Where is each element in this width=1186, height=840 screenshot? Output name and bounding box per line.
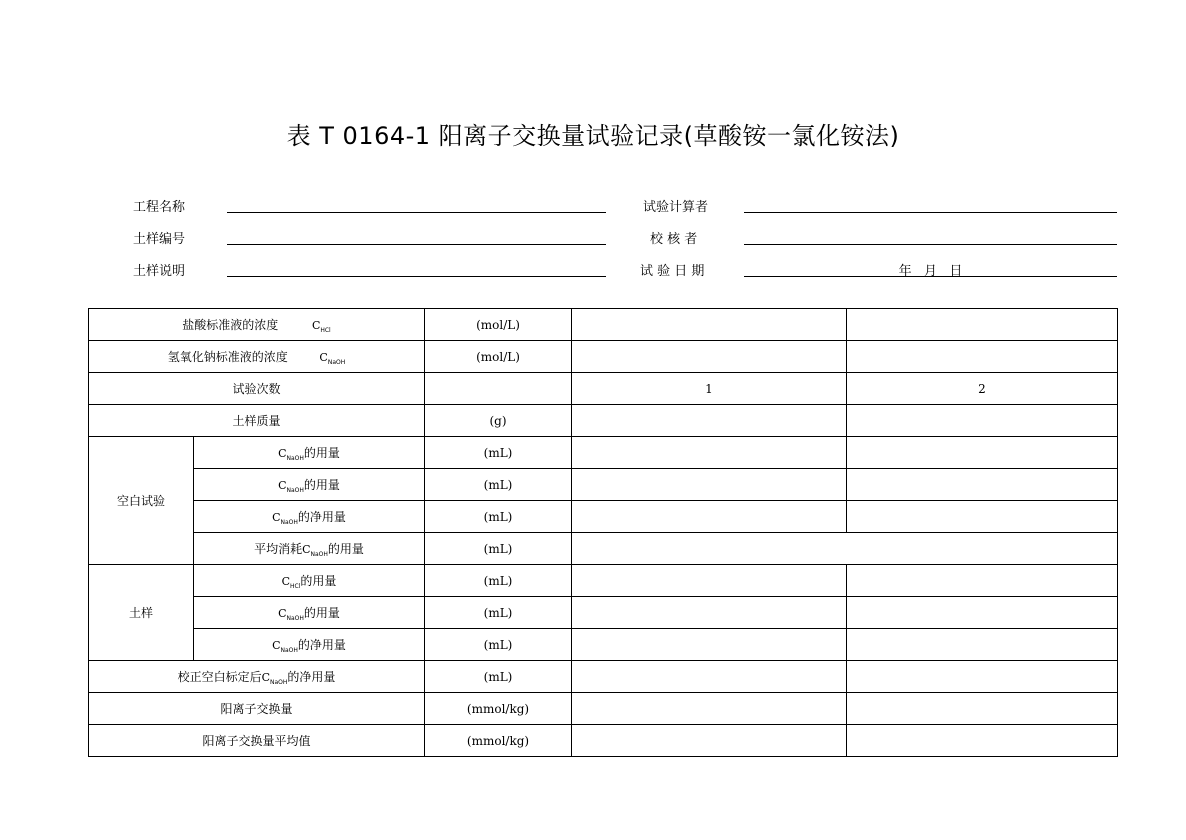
value-cell[interactable]	[847, 597, 1118, 629]
value-cell[interactable]	[847, 309, 1118, 341]
value-cell[interactable]	[847, 629, 1118, 661]
naoh-subscript: NaOH	[280, 646, 298, 654]
naoh-subscript: NaOH	[280, 518, 298, 526]
c-symbol: C	[278, 478, 287, 492]
unit-cell: (mL)	[425, 565, 572, 597]
naoh-subscript: NaOH	[286, 486, 304, 494]
table-row	[89, 693, 1118, 725]
table-row	[89, 725, 1118, 757]
value-cell[interactable]	[847, 661, 1118, 693]
trial-1-header: 1	[572, 373, 847, 405]
value-cell[interactable]	[572, 533, 1118, 565]
table-row	[89, 629, 1118, 661]
hcl-subscript: HCl	[320, 326, 331, 334]
net-used-amount-label: 的净用量	[287, 669, 336, 684]
test-count-label: 试验次数	[89, 373, 425, 405]
value-cell[interactable]	[572, 661, 847, 693]
record-table	[88, 308, 1118, 757]
c-symbol: C	[281, 574, 291, 588]
soil-hcl-used-cell	[194, 565, 425, 597]
blank-avg-cell	[194, 533, 425, 565]
hcl-symbol: C	[311, 318, 321, 332]
table-row	[89, 469, 1118, 501]
value-cell[interactable]	[847, 469, 1118, 501]
table-row	[89, 501, 1118, 533]
corrected-prefix-label: 校正空白标定后	[177, 669, 262, 684]
blank-group-label: 空白试验	[89, 437, 194, 565]
unit-cell: (mL)	[425, 437, 572, 469]
table-row	[89, 661, 1118, 693]
c-symbol: C	[302, 542, 311, 556]
naoh-conc-cell	[89, 341, 425, 373]
soil-mass-label: 土样质量	[89, 405, 425, 437]
table-row	[89, 341, 1118, 373]
value-cell[interactable]	[572, 437, 847, 469]
net-used-amount-label: 的净用量	[297, 637, 346, 652]
corrected-net-cell	[89, 661, 425, 693]
hcl-conc-label: 盐酸标准液的浓度	[182, 317, 279, 332]
c-symbol: C	[272, 638, 281, 652]
used-amount-label: 的用量	[303, 477, 340, 492]
naoh-subscript: NaOH	[310, 550, 328, 558]
sample-no-label: 土样编号	[133, 232, 186, 247]
value-cell[interactable]	[572, 341, 847, 373]
unit-cell: (mol/L)	[425, 341, 572, 373]
unit-cell: (mmol/kg)	[425, 693, 572, 725]
unit-cell: (mL)	[425, 597, 572, 629]
checker-field[interactable]	[744, 230, 1117, 245]
blank-naoh-used-cell	[194, 437, 425, 469]
unit-cell: (mL)	[425, 501, 572, 533]
table-row	[89, 373, 1118, 405]
naoh-conc-label: 氢氧化钠标准液的浓度	[167, 349, 288, 364]
cation-exchange-avg-label: 阳离子交换量平均值	[89, 725, 425, 757]
cation-exchange-label: 阳离子交换量	[89, 693, 425, 725]
unit-cell: (mL)	[425, 629, 572, 661]
unit-cell: (mol/L)	[425, 309, 572, 341]
used-amount-label: 的用量	[327, 541, 364, 556]
sample-desc-label: 土样说明	[133, 264, 186, 279]
naoh-subscript: NaOH	[286, 614, 304, 622]
c-symbol: C	[278, 606, 287, 620]
unit-cell: (mmol/kg)	[425, 725, 572, 757]
value-cell[interactable]	[572, 693, 847, 725]
value-cell[interactable]	[572, 309, 847, 341]
value-cell[interactable]	[847, 725, 1118, 757]
blank-naoh-used-cell-2	[194, 469, 425, 501]
c-symbol: C	[278, 446, 287, 460]
value-cell[interactable]	[572, 565, 847, 597]
value-cell[interactable]	[847, 565, 1118, 597]
project-name-label: 工程名称	[133, 200, 186, 215]
value-cell[interactable]	[847, 437, 1118, 469]
sample-no-field[interactable]	[227, 230, 606, 245]
table-row	[89, 405, 1118, 437]
table-row	[89, 309, 1118, 341]
value-cell[interactable]	[847, 501, 1118, 533]
unit-cell: (mL)	[425, 469, 572, 501]
soil-group-label: 土样	[89, 565, 194, 661]
table-row	[89, 597, 1118, 629]
unit-cell: (g)	[425, 405, 572, 437]
net-used-amount-label: 的净用量	[297, 509, 346, 524]
soil-naoh-net-cell	[194, 629, 425, 661]
value-cell[interactable]	[572, 469, 847, 501]
value-cell[interactable]	[572, 629, 847, 661]
used-amount-label: 的用量	[303, 605, 340, 620]
blank-naoh-net-cell	[194, 501, 425, 533]
value-cell[interactable]	[847, 405, 1118, 437]
naoh-symbol: C	[319, 350, 328, 364]
trial-2-header: 2	[847, 373, 1118, 405]
project-name-field[interactable]	[227, 198, 606, 213]
used-amount-label: 的用量	[300, 573, 337, 588]
c-symbol: C	[272, 510, 281, 524]
value-cell[interactable]	[572, 405, 847, 437]
c-symbol: C	[261, 670, 270, 684]
unit-cell: (mL)	[425, 533, 572, 565]
naoh-subscript: NaOH	[327, 358, 346, 366]
naoh-subscript: NaOH	[270, 678, 288, 686]
value-cell[interactable]	[847, 341, 1118, 373]
date-units: 年 月 日	[898, 264, 963, 279]
calculator-field[interactable]	[744, 198, 1117, 213]
value-cell[interactable]	[572, 725, 847, 757]
checker-label: 校 核 者	[650, 232, 698, 247]
value-cell[interactable]	[847, 693, 1118, 725]
avg-prefix-label: 平均消耗	[254, 541, 303, 556]
page-title: 表 T 0164-1 阳离子交换量试验记录(草酸铵一氯化铵法)	[286, 122, 900, 150]
unit-cell	[425, 373, 572, 405]
used-amount-label: 的用量	[303, 445, 340, 460]
hcl-subscript: HCl	[290, 582, 301, 590]
calculator-label: 试验计算者	[643, 200, 709, 215]
naoh-subscript: NaOH	[286, 454, 304, 462]
soil-naoh-used-cell	[194, 597, 425, 629]
value-cell[interactable]	[572, 597, 847, 629]
unit-cell: (mL)	[425, 661, 572, 693]
value-cell[interactable]	[572, 501, 847, 533]
sample-desc-field[interactable]	[227, 262, 606, 277]
table-row	[89, 437, 1118, 469]
table-row	[89, 565, 1118, 597]
hcl-conc-cell	[89, 309, 425, 341]
table-row	[89, 533, 1118, 565]
test-date-label: 试 验 日 期	[640, 264, 705, 279]
